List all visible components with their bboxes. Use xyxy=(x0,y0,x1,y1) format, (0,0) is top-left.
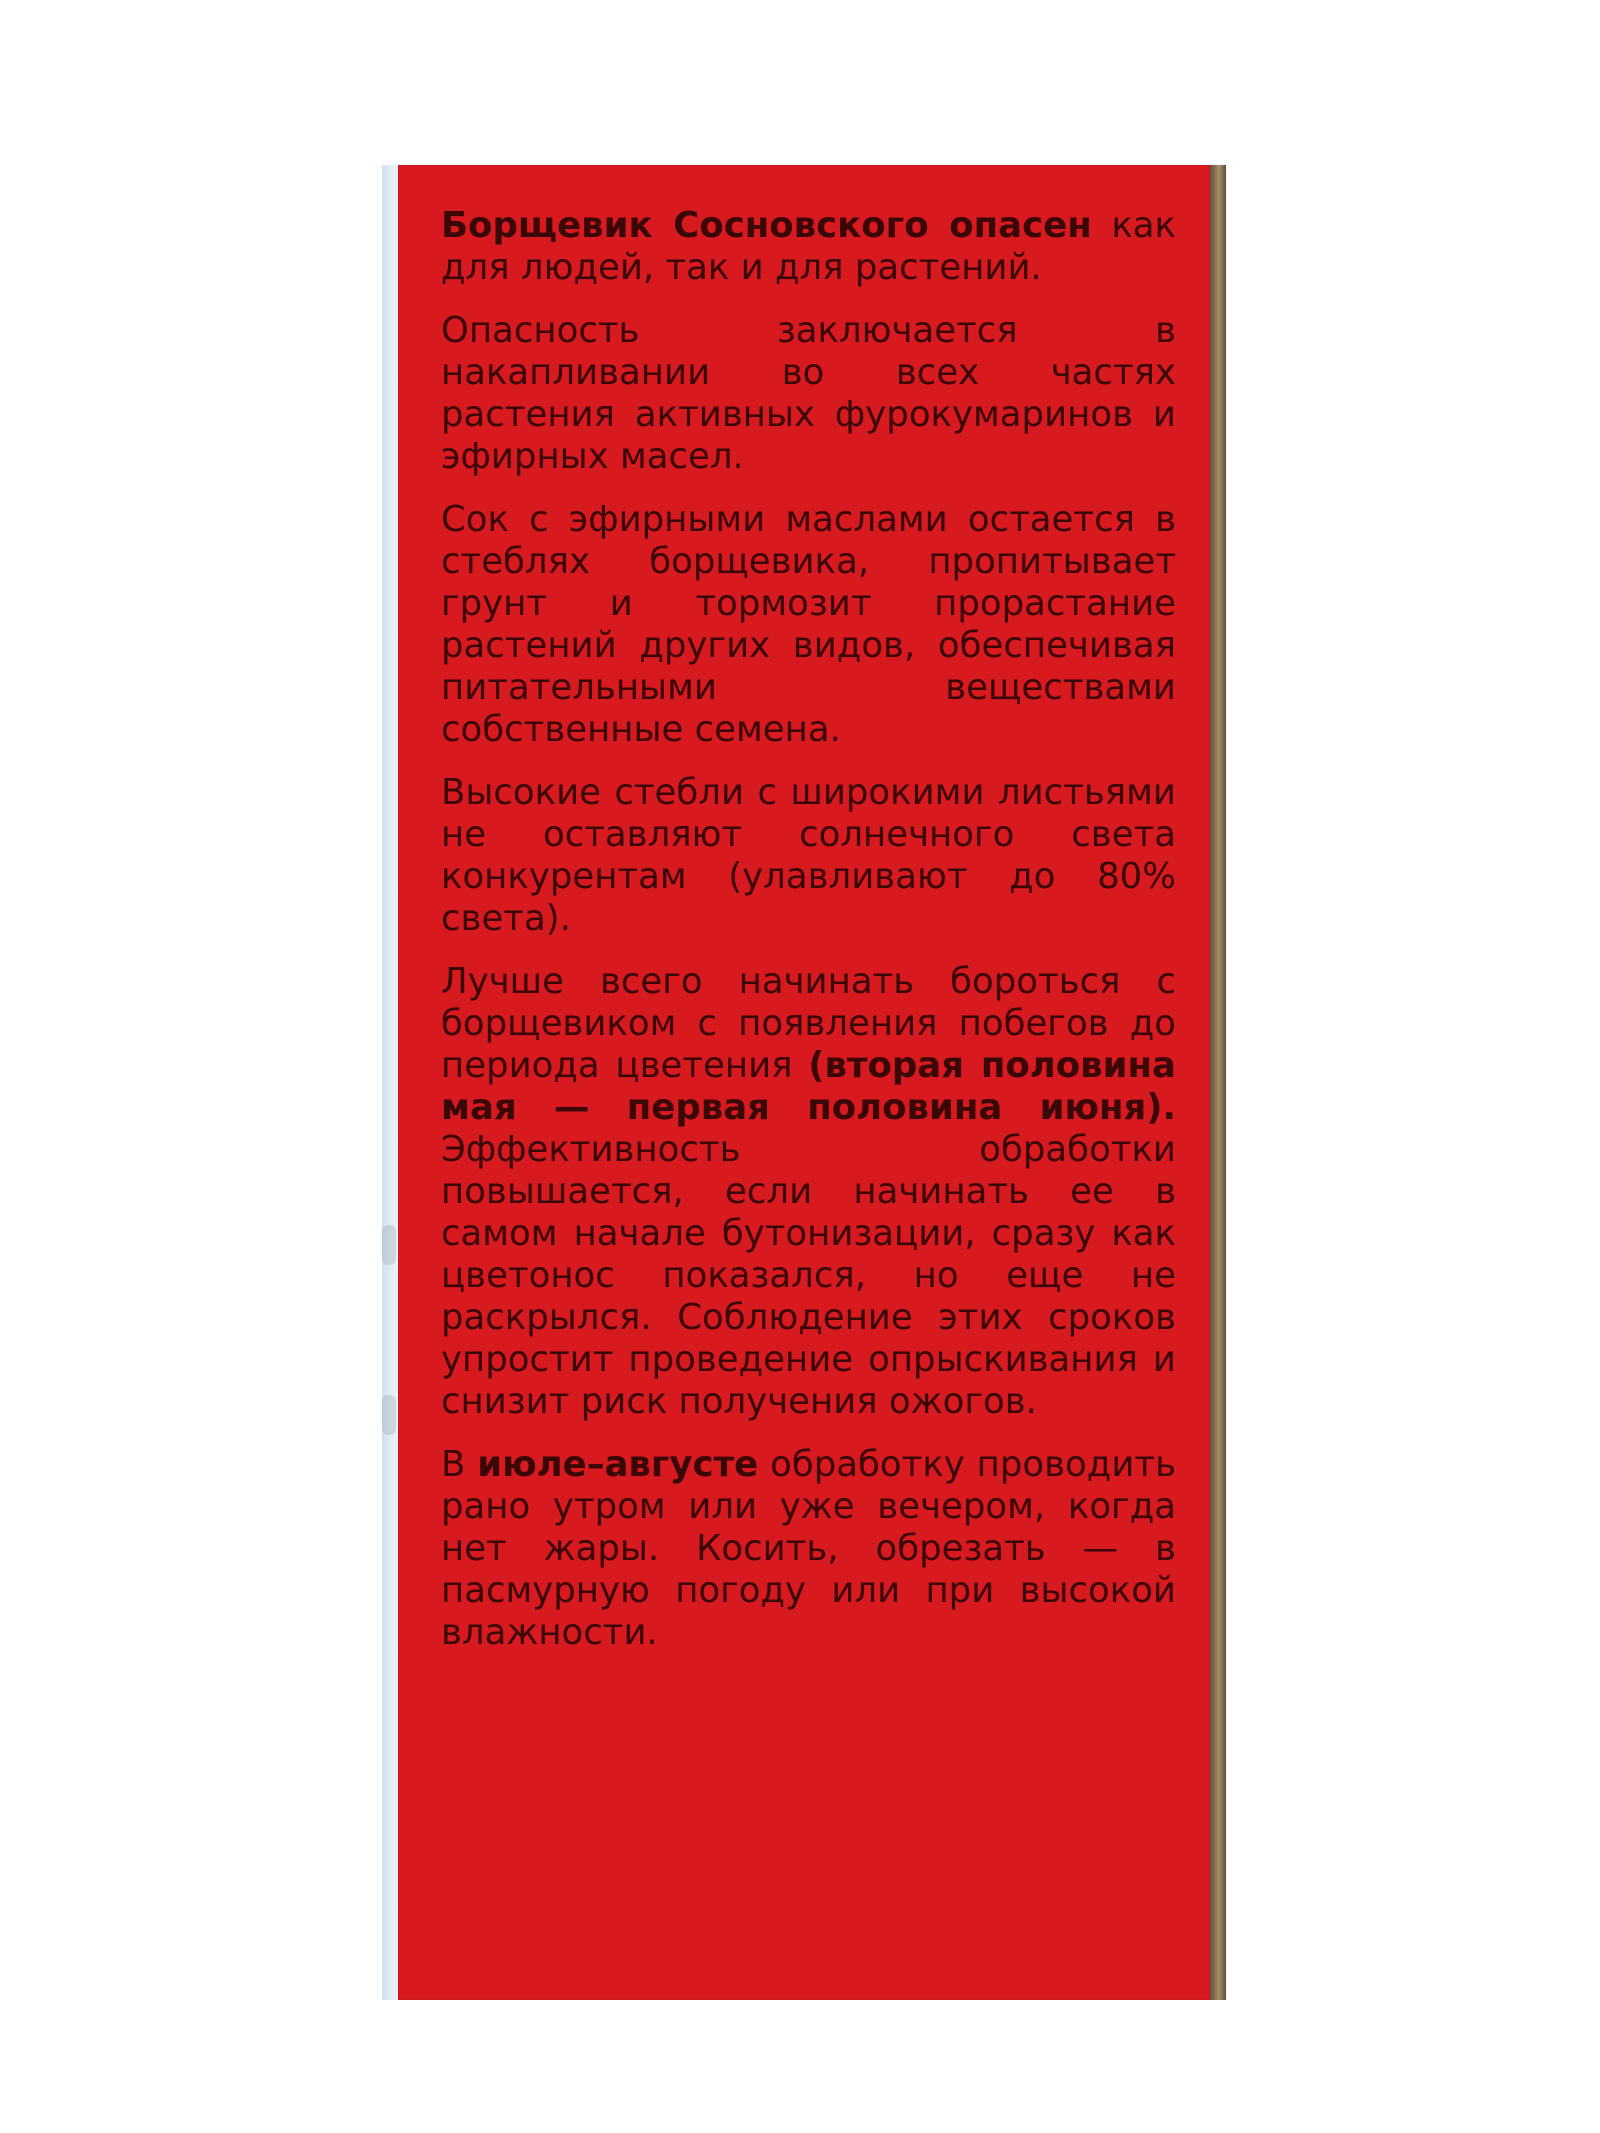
paragraph-danger xyxy=(441,205,1176,289)
text-run: Высокие стебли с широкими листьями не оставляют солнечного света конкурентам (улавливают до 80% света). xyxy=(441,772,1176,939)
instruction-text xyxy=(441,205,1176,1675)
package-right-side xyxy=(1208,165,1226,2000)
text-run: Лучше всего начинать бороться с борщевиком с появления побегов до периода цветения xyxy=(441,961,1176,1086)
paragraph-summer xyxy=(441,1444,1176,1654)
paragraph-stems xyxy=(441,772,1176,940)
package-side-mark xyxy=(382,1225,396,1265)
paragraph-accumulation xyxy=(441,310,1176,478)
paragraph-juice xyxy=(441,499,1176,751)
text-run: В xyxy=(441,1444,478,1485)
paragraph-timing xyxy=(441,961,1176,1423)
text-run: Опасность заключается в накапливании во всех частях растения активных фурокумаринов и эфирных масел. xyxy=(441,310,1176,477)
text-run: как для людей, так и для растений. xyxy=(441,205,1176,288)
package-side-mark xyxy=(382,1395,396,1435)
text-run: (вторая половина мая — первая половина июня). xyxy=(441,1045,1176,1128)
text-run: обработку проводить рано утром или уже вечером, когда нет жары. Косить, обрезать — в пасмурную погоду или при высокой влажности. xyxy=(441,1444,1176,1653)
text-run: Борщевик Сосновского опасен xyxy=(441,205,1092,246)
text-run: Эффективность обработки повышается, если начинать ее в самом начале бутонизации, сразу как цветонос показался, но еще не раскрылся. Соблюдение этих сроков упростит проведение опрыскивания и снизит риск получения ожогов. xyxy=(441,1129,1176,1422)
text-run: Сок с эфирными маслами остается в стеблях борщевика, пропитывает грунт и тормозит прорастание растений других видов, обеспечивая питательными веществами собственные семена. xyxy=(441,499,1176,750)
text-run: июле–августе xyxy=(477,1444,759,1485)
